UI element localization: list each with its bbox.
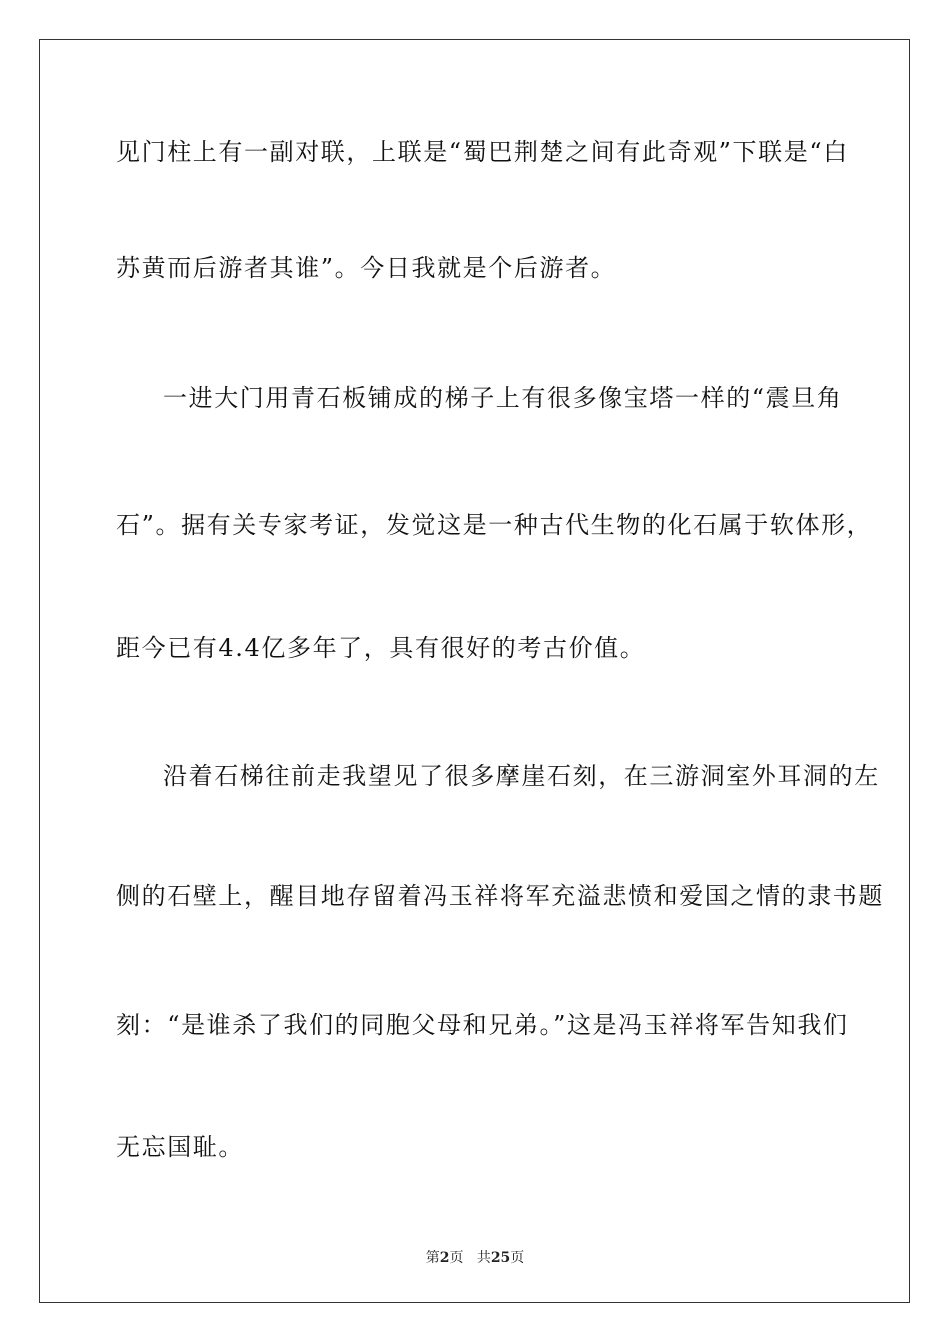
total-pages: 25 (490, 1250, 511, 1266)
page-number: 2 (439, 1250, 450, 1266)
text-line-7: 侧的石壁上，醒目地存留着冯玉祥将军充溢悲愤和爱国之情的隶书题 (116, 882, 884, 910)
text-line-1: 见门柱上有一副对联，上联是“蜀巴荆楚之间有此奇观”下联是“白 (116, 138, 849, 166)
text-line-2: 苏黄而后游者其谁”。今日我就是个后游者。 (116, 254, 617, 282)
text-line-9: 无忘国耻。 (116, 1133, 244, 1161)
text-line-5: 距今已有4.4亿多年了，具有很好的考古价值。 (116, 634, 646, 662)
total-suffix: 页 (510, 1250, 525, 1266)
page-suffix: 页 (449, 1250, 464, 1266)
text-line-6: 沿着石梯往前走我望见了很多摩崖石刻，在三游洞室外耳洞的左 (163, 762, 880, 790)
text-line-4: 石”。据有关专家考证，发觉这是一种古代生物的化石属于软体形， (116, 511, 873, 539)
total-prefix: 共 (476, 1250, 491, 1266)
text-line-3: 一进大门用青石板铺成的梯子上有很多像宝塔一样的“震旦角 (163, 384, 843, 412)
page-border (39, 39, 910, 1303)
page-prefix: 第 (425, 1250, 440, 1266)
page-footer (0, 1247, 950, 1267)
text-line-8: 刻：“是谁杀了我们的同胞父母和兄弟。”这是冯玉祥将军告知我们 (116, 1011, 849, 1039)
